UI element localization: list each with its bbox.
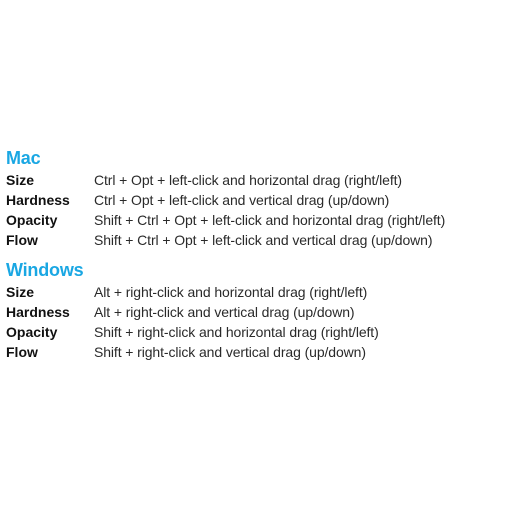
shortcut-description: Ctrl + Opt + left-click and horizontal drag (right/left)	[94, 172, 402, 188]
shortcut-row	[6, 210, 510, 230]
shortcut-description: Alt + right-click and vertical drag (up/down)	[94, 304, 355, 320]
shortcut-key: Opacity	[6, 324, 58, 340]
shortcut-list-mac	[6, 170, 510, 250]
section-title-windows: Windows	[6, 260, 84, 280]
shortcut-row	[6, 302, 510, 322]
shortcut-row	[6, 170, 510, 190]
shortcut-key: Flow	[6, 344, 38, 360]
shortcut-description: Alt + right-click and horizontal drag (right/left)	[94, 284, 368, 300]
shortcut-description: Shift + Ctrl + Opt + left-click and horizontal drag (right/left)	[94, 212, 446, 228]
shortcut-description: Shift + right-click and horizontal drag (right/left)	[94, 324, 379, 340]
shortcut-key: Flow	[6, 232, 38, 248]
shortcut-key: Hardness	[6, 192, 70, 208]
section-mac	[6, 146, 510, 250]
shortcut-row	[6, 342, 510, 362]
shortcut-key: Opacity	[6, 212, 58, 228]
shortcut-description: Shift + right-click and vertical drag (up/down)	[94, 344, 366, 360]
section-windows	[6, 258, 510, 362]
shortcut-row	[6, 230, 510, 250]
shortcut-row	[6, 190, 510, 210]
shortcut-description: Ctrl + Opt + left-click and vertical drag (up/down)	[94, 192, 390, 208]
shortcut-key: Size	[6, 284, 35, 300]
shortcut-list-windows	[6, 282, 510, 362]
section-title-mac: Mac	[6, 148, 41, 168]
shortcut-key: Size	[6, 172, 35, 188]
shortcut-row	[6, 322, 510, 342]
shortcut-row	[6, 282, 510, 302]
shortcut-reference	[6, 146, 510, 362]
shortcut-key: Hardness	[6, 304, 70, 320]
shortcut-description: Shift + Ctrl + Opt + left-click and vertical drag (up/down)	[94, 232, 433, 248]
